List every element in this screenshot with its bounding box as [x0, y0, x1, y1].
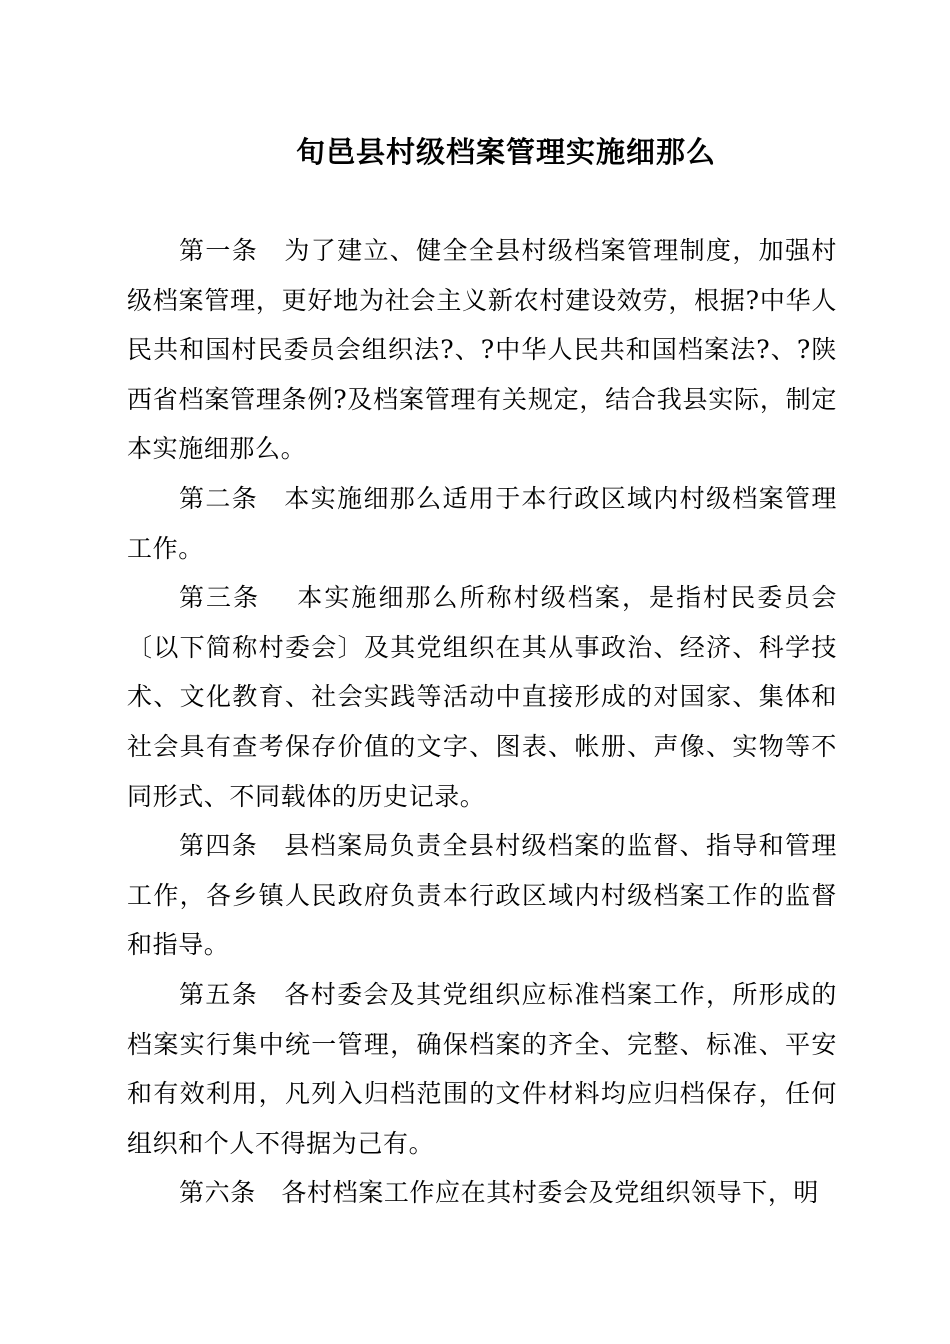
article-text: 本实施细那么适用于本行政区域内村级档案管理工作。: [127, 483, 837, 563]
article-text: 各村档案工作应在其村委会及党组织领导下，明: [281, 1178, 820, 1208]
article-text: 本实施细那么所称村级档案，是指村民委员会〔以下简称村委会〕及其党组织在其从事政治、经济、科学技术、文化教育、社会实践等活动中直接形成的对国家、集体和社会具有查考保存价值的文字、图表、帐册、声像、实物等不同形式、不同载体的历史记录。: [127, 583, 837, 811]
article-4: [127, 821, 837, 970]
article-label: 第六条: [179, 1178, 256, 1208]
document-body: [127, 226, 837, 1218]
article-1: [127, 226, 837, 474]
article-label: 第五条: [179, 979, 259, 1009]
article-label: 第三条: [179, 583, 261, 613]
article-label: 第四条: [179, 831, 259, 861]
article-5: [127, 970, 837, 1168]
article-2: [127, 474, 837, 573]
article-label: 第二条: [179, 483, 259, 513]
article-text: 为了建立、健全全县村级档案管理制度，加强村级档案管理，更好地为社会主义新农村建设效劳，根据?中华人民共和国村民委员会组织法?、?中华人民共和国档案法?、?陕西省档案管理条例?及档案管理有关规定，结合我县实际，制定本实施细那么。: [127, 236, 837, 464]
article-text: 各村委会及其党组织应标准档案工作，所形成的档案实行集中统一管理，确保档案的齐全、完整、标准、平安和有效利用，凡列入归档范围的文件材料均应归档保存，任何组织和个人不得据为己有。: [127, 979, 837, 1158]
document-title: 旬邑县村级档案管理实施细那么: [295, 135, 716, 169]
article-6: [127, 1168, 837, 1218]
article-3: [127, 573, 837, 821]
article-label: 第一条: [179, 236, 259, 265]
article-text: 县档案局负责全县村级档案的监督、指导和管理工作，各乡镇人民政府负责本行政区域内村级档案工作的监督和指导。: [127, 831, 837, 960]
